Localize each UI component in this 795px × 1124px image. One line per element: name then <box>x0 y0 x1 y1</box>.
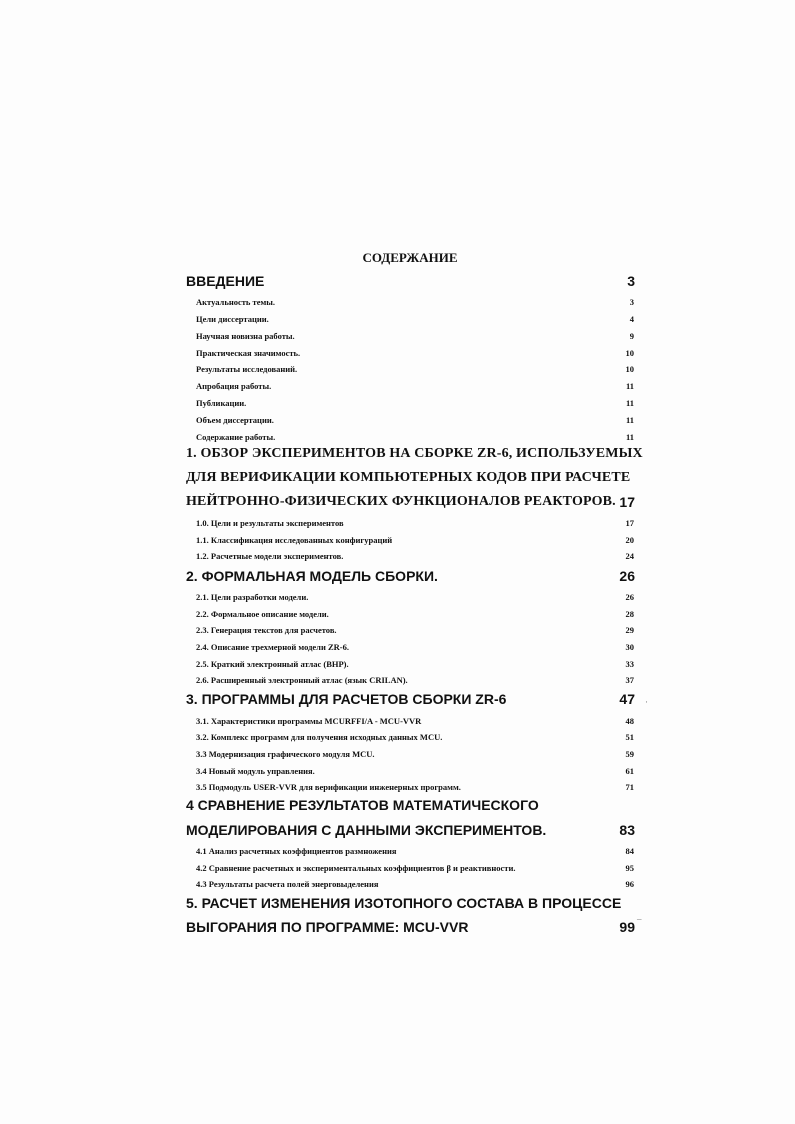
toc-subentry-page: 33 <box>625 659 634 669</box>
toc-entry-chapter-1-line-3 <box>0 494 795 514</box>
toc-subentry-label: 2.2. Формальное описание модели. <box>196 609 329 619</box>
toc-entry-chapter-4-line-2 <box>0 822 795 842</box>
toc-page: 17 <box>619 494 635 510</box>
toc-entry-chapter-3 <box>0 691 795 711</box>
toc-heading: 1. ОБЗОР ЭКСПЕРИМЕНТОВ НА СБОРКЕ ZR-6, ИСПОЛЬЗУЕМЫХ <box>186 446 643 461</box>
toc-subentry-label: 4.3 Результаты расчета полей энерговыделения <box>196 879 379 889</box>
toc-subentry-page: 11 <box>625 415 634 425</box>
toc-subentry-label: 2.6. Расширенный электронный атлас (язык CRILAN). <box>196 675 408 685</box>
toc-subentry-page: 51 <box>625 732 634 742</box>
toc-subentry-page: 37 <box>625 675 634 685</box>
toc-entry-chapter-5-line-1 <box>0 895 795 915</box>
toc-subentry-label: 3.4 Новый модуль управления. <box>196 766 315 776</box>
toc-subentry-page: 29 <box>625 625 634 635</box>
scan-speck: – <box>637 914 642 924</box>
toc-heading: ВЫГОРАНИЯ ПО ПРОГРАММЕ: MCU-VVR <box>186 919 469 935</box>
toc-subentry-label: Объем диссертации. <box>196 415 274 425</box>
toc-page: 3 <box>627 273 635 289</box>
toc-subentry-label: Научная новизна работы. <box>196 331 295 341</box>
toc-subentry-label: 1.1. Классификация исследованных конфигураций <box>196 535 393 545</box>
toc-subentry-page: 17 <box>625 518 634 528</box>
toc-subentry-label: Результаты исследований. <box>196 364 298 374</box>
toc-heading: ВВЕДЕНИЕ <box>186 273 265 289</box>
toc-subentry-page: 4 <box>629 314 634 324</box>
toc-subentry-label: 3.3 Модернизация графического модуля MCU. <box>196 749 375 759</box>
scan-speck: · <box>645 697 648 707</box>
toc-heading: НЕЙТРОННО-ФИЗИЧЕСКИХ ФУНКЦИОНАЛОВ РЕАКТОРОВ. <box>186 494 616 509</box>
toc-subentry-label: Актуальность темы. <box>196 297 276 307</box>
toc-subentry-label: Содержание работы. <box>196 432 276 442</box>
toc-subentry-label: 3.1. Характеристики программы MCURFFI/A - MCU-VVR <box>196 716 422 726</box>
toc-entry-chapter-4-line-1 <box>0 797 795 817</box>
toc-heading: 2. ФОРМАЛЬНАЯ МОДЕЛЬ СБОРКИ. <box>186 568 438 584</box>
toc-subentry-page: 20 <box>625 535 634 545</box>
toc-subentry-page: 95 <box>625 863 634 873</box>
toc-subentry-page: 10 <box>625 348 634 358</box>
toc-subentry-label: 2.3. Генерация текстов для расчетов. <box>196 625 337 635</box>
toc-heading: МОДЕЛИРОВАНИЯ С ДАННЫМИ ЭКСПЕРИМЕНТОВ. <box>186 822 547 838</box>
toc-subentry-page: 84 <box>625 846 634 856</box>
toc-page: 99 <box>619 919 635 935</box>
toc-title: СОДЕРЖАНИЕ <box>362 250 458 265</box>
toc-subentry-label: Практическая значимость. <box>196 348 301 358</box>
toc-subentry-page: 59 <box>625 749 634 759</box>
toc-subentry-label: 3.5 Подмодуль USER-VVR для верификации инженерных программ. <box>196 782 461 792</box>
toc-subentry-page: 48 <box>625 716 634 726</box>
toc-subentry-page: 96 <box>625 879 634 889</box>
toc-subentry-label: 1.0. Цели и результаты экспериментов <box>196 518 344 528</box>
toc-subentry-label: 3.2. Комплекс программ для получения исходных данных MCU. <box>196 732 443 742</box>
toc-subentry-label: 2.5. Краткий электронный атлас (ВНР). <box>196 659 349 669</box>
toc-subentry-label: 4.2 Сравнение расчетных и экспериментальных коэффициентов β и реактивности. <box>196 863 516 873</box>
toc-subentry-page: 61 <box>625 766 634 776</box>
toc-subentry-page: 28 <box>625 609 634 619</box>
toc-subentry-label: 2.4. Описание трехмерной модели ZR-6. <box>196 642 349 652</box>
toc-subentry-label: Апробация работы. <box>196 381 272 391</box>
toc-entry-intro <box>0 273 795 293</box>
toc-entry-chapter-1-line-2 <box>0 470 795 490</box>
toc-page: 26 <box>619 568 635 584</box>
toc-subentry-page: 24 <box>625 551 634 561</box>
toc-subentry-page: 11 <box>625 381 634 391</box>
toc-page: 47 <box>619 691 635 707</box>
toc-subentry-page: 10 <box>625 364 634 374</box>
toc-subentry-page: 26 <box>625 592 634 602</box>
toc-subentry-page: 3 <box>629 297 634 307</box>
toc-subentry-label: 4.1 Анализ расчетных коэффициентов размножения <box>196 846 397 856</box>
toc-page: 83 <box>619 822 635 838</box>
toc-subentry-label: 2.1. Цели разработки модели. <box>196 592 309 602</box>
toc-subentry-label: Публикации. <box>196 398 247 408</box>
toc-heading: 5. РАСЧЕТ ИЗМЕНЕНИЯ ИЗОТОПНОГО СОСТАВА В ПРОЦЕССЕ <box>186 895 622 911</box>
toc-heading: 4 СРАВНЕНИЕ РЕЗУЛЬТАТОВ МАТЕМАТИЧЕСКОГО <box>186 797 539 813</box>
toc-entry-chapter-2 <box>0 568 795 588</box>
toc-entry-chapter-5-line-2 <box>0 919 795 939</box>
toc-subentry-page: 11 <box>625 398 634 408</box>
toc-entry-chapter-1-line-1 <box>0 446 795 466</box>
toc-subentry-page: 9 <box>629 331 634 341</box>
toc-heading: ДЛЯ ВЕРИФИКАЦИИ КОМПЬЮТЕРНЫХ КОДОВ ПРИ РАСЧЕТЕ <box>186 470 631 485</box>
toc-subentry-page: 11 <box>625 432 634 442</box>
toc-subentry-label: 1.2. Расчетные модели экспериментов. <box>196 551 344 561</box>
toc-subentry-label: Цели диссертации. <box>196 314 269 324</box>
toc-subentry-page: 71 <box>625 782 634 792</box>
toc-subentry-page: 30 <box>625 642 634 652</box>
toc-heading: 3. ПРОГРАММЫ ДЛЯ РАСЧЕТОВ СБОРКИ ZR-6 <box>186 691 507 707</box>
